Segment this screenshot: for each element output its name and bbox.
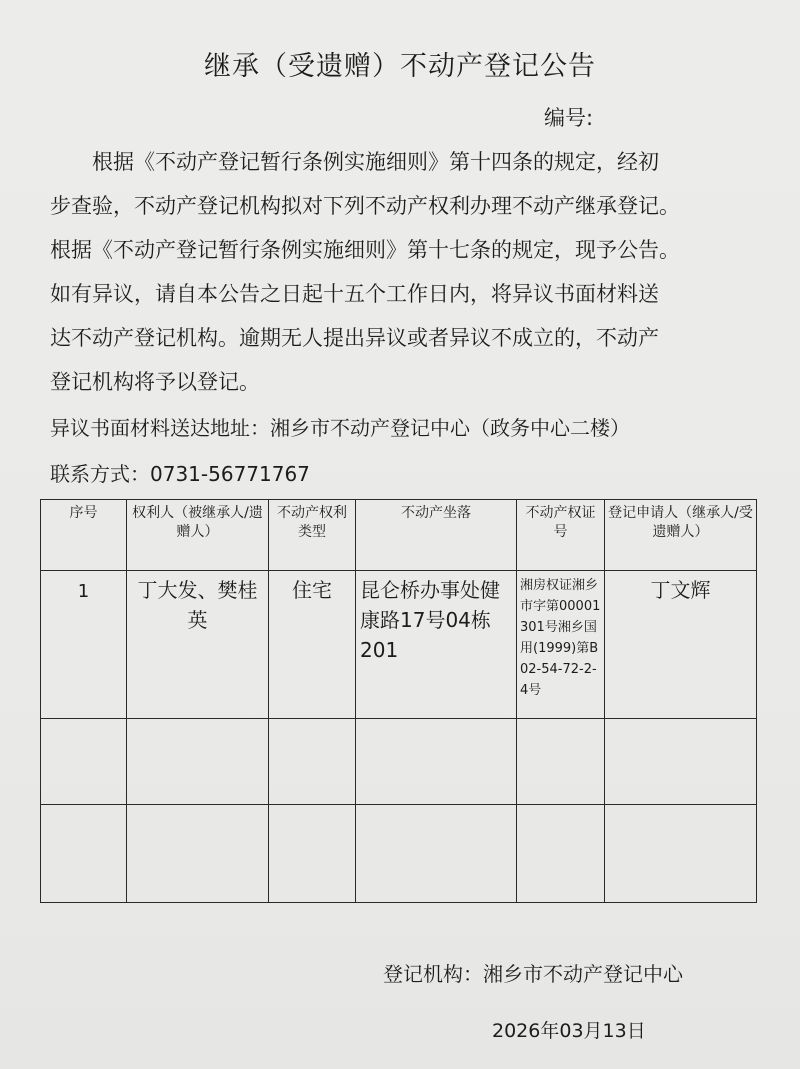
header-right-type: 不动产权利类型 bbox=[269, 500, 356, 571]
cell-right-type: 住宅 bbox=[269, 571, 356, 719]
cell-seq: 1 bbox=[41, 571, 127, 719]
empty-cell bbox=[356, 719, 517, 805]
paragraph-line: 如有异议，请自本公告之日起十五个工作日内，将异议书面材料送 bbox=[50, 282, 659, 306]
empty-cell bbox=[41, 805, 127, 903]
header-applicant: 登记申请人（继承人/受遗赠人） bbox=[605, 500, 757, 571]
header-location: 不动产坐落 bbox=[356, 500, 517, 571]
table-header-row bbox=[41, 500, 757, 571]
header-cert-number: 不动产权证号 bbox=[517, 500, 605, 571]
cell-cert-number: 湘房权证湘乡市字第00001301号湘乡国用(1999)第B02-54-72-2-4号 bbox=[517, 571, 605, 719]
cell-holder: 丁大发、樊桂英 bbox=[127, 571, 269, 719]
empty-cell bbox=[127, 805, 269, 903]
empty-cell bbox=[605, 719, 757, 805]
empty-cell bbox=[127, 719, 269, 805]
header-holder: 权利人（被继承人/遗赠人） bbox=[127, 500, 269, 571]
paragraph-line: 根据《不动产登记暂行条例实施细则》第十四条的规定，经初 bbox=[50, 150, 659, 174]
registration-authority: 登记机构：湘乡市不动产登记中心 bbox=[383, 962, 683, 986]
empty-cell bbox=[605, 805, 757, 903]
notice-title: 继承（受遗赠）不动产登记公告 bbox=[204, 51, 596, 82]
cell-location: 昆仑桥办事处健康路17号04栋201 bbox=[356, 571, 517, 719]
empty-cell bbox=[41, 719, 127, 805]
property-table bbox=[40, 499, 757, 903]
cell-applicant: 丁文辉 bbox=[605, 571, 757, 719]
empty-cell bbox=[269, 719, 356, 805]
paragraph-line: 步查验，不动产登记机构拟对下列不动产权利办理不动产继承登记。 bbox=[50, 194, 680, 218]
paragraph-line: 登记机构将予以登记。 bbox=[50, 370, 260, 394]
objection-address: 异议书面材料送达地址：湘乡市不动产登记中心（政务中心二楼） bbox=[50, 416, 630, 440]
table-row-empty bbox=[41, 719, 757, 805]
empty-cell bbox=[517, 805, 605, 903]
paragraph-line: 根据《不动产登记暂行条例实施细则》第十七条的规定，现予公告。 bbox=[50, 238, 680, 262]
notice-number-label: 编号: bbox=[544, 106, 594, 130]
header-seq: 序号 bbox=[41, 500, 127, 571]
table-row-empty bbox=[41, 805, 757, 903]
empty-cell bbox=[356, 805, 517, 903]
table-row bbox=[41, 571, 757, 719]
notice-date: 2026年03月13日 bbox=[492, 1020, 646, 1042]
contact-info: 联系方式：0731-56771767 bbox=[50, 462, 310, 486]
paragraph-line: 达不动产登记机构。逾期无人提出异议或者异议不成立的，不动产 bbox=[50, 326, 659, 350]
empty-cell bbox=[517, 719, 605, 805]
empty-cell bbox=[269, 805, 356, 903]
